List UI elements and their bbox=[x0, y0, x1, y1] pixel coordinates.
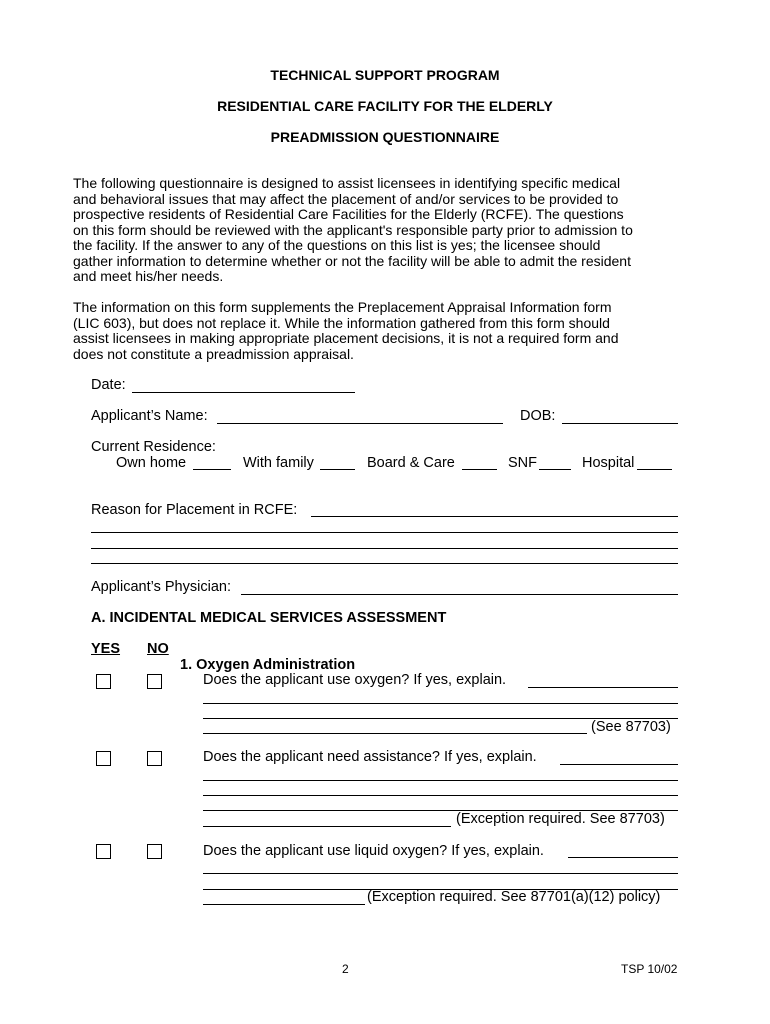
q1-answer-line-4[interactable] bbox=[203, 733, 587, 734]
q1-note: (See 87703) bbox=[591, 719, 671, 735]
q2-answer-line-3[interactable] bbox=[203, 795, 678, 796]
current-residence-label: Current Residence: bbox=[91, 439, 216, 455]
page-number: 2 bbox=[342, 962, 349, 976]
residence-option-snf-field[interactable] bbox=[539, 469, 571, 470]
residence-option-snf-label: SNF bbox=[508, 455, 537, 471]
q1-answer-line-2[interactable] bbox=[203, 703, 678, 704]
no-column-header: NO bbox=[147, 641, 169, 657]
q2-answer-line-2[interactable] bbox=[203, 780, 678, 781]
q2-note: (Exception required. See 87703) bbox=[456, 811, 665, 827]
document-title: TECHNICAL SUPPORT PROGRAM bbox=[270, 67, 500, 83]
physician-label: Applicant’s Physician: bbox=[91, 579, 231, 595]
residence-option-hospital-field[interactable] bbox=[637, 469, 672, 470]
q2-answer-line-1[interactable] bbox=[560, 764, 678, 765]
dob-field[interactable] bbox=[562, 423, 678, 424]
yes-column-header: YES bbox=[91, 641, 121, 657]
intro-paragraph-2: The information on this form supplements the Preplacement Appraisal Information form (LIC 603), but does not replace it. While the information gathered from this form should assist licensees in making appropriate placement decisions, it is not a required form and does not constitute a preadmission appraisal. bbox=[73, 299, 619, 362]
date-label: Date: bbox=[91, 377, 126, 393]
applicant-name-label: Applicant’s Name: bbox=[91, 408, 208, 424]
physician-field[interactable] bbox=[241, 594, 678, 595]
residence-option-hospital-label: Hospital bbox=[582, 455, 635, 471]
residence-option-board-care-field[interactable] bbox=[462, 469, 497, 470]
dob-label: DOB: bbox=[520, 408, 556, 424]
item-1-title: 1. Oxygen Administration bbox=[180, 657, 356, 673]
q2-answer-line-5[interactable] bbox=[203, 826, 451, 827]
date-field[interactable] bbox=[132, 392, 355, 393]
reason-label: Reason for Placement in RCFE: bbox=[91, 502, 298, 518]
q3-text: Does the applicant use liquid oxygen? If yes, explain. bbox=[203, 843, 544, 859]
residence-option-with-family-label: With family bbox=[243, 455, 314, 471]
q3-answer-line-1[interactable] bbox=[568, 857, 678, 858]
reason-field-line-1[interactable] bbox=[311, 516, 678, 517]
q2-yes-checkbox[interactable] bbox=[96, 751, 111, 766]
intro-paragraph-1: The following questionnaire is designed to assist licensees in identifying specific medical and behavioral issues that may affect the placement of and/or services to be provided to prospective residents of Residential Care Facilities for the Elderly (RCFE). The questions on this form should be reviewed with the applicant's responsible party prior to admission to the facility. If the answer to any of the questions on this list is yes; the licensee should gather information to determine whether or not the facility will be able to admit the resident and meet his/her needs. bbox=[73, 175, 633, 284]
q3-no-checkbox[interactable] bbox=[147, 844, 162, 859]
q1-text: Does the applicant use oxygen? If yes, explain. bbox=[203, 672, 507, 688]
reason-field-line-4[interactable] bbox=[91, 563, 678, 564]
q1-yes-checkbox[interactable] bbox=[96, 674, 111, 689]
reason-field-line-3[interactable] bbox=[91, 548, 678, 549]
residence-option-board-care-label: Board & Care bbox=[367, 455, 455, 471]
applicant-name-field[interactable] bbox=[217, 423, 503, 424]
document-subtitle: RESIDENTIAL CARE FACILITY FOR THE ELDERLY bbox=[217, 98, 553, 114]
q3-yes-checkbox[interactable] bbox=[96, 844, 111, 859]
form-id: TSP 10/02 bbox=[621, 962, 678, 976]
residence-option-own-home-field[interactable] bbox=[193, 469, 231, 470]
q2-text: Does the applicant need assistance? If yes, explain. bbox=[203, 749, 537, 765]
q2-no-checkbox[interactable] bbox=[147, 751, 162, 766]
section-a-heading: A. INCIDENTAL MEDICAL SERVICES ASSESSMENT bbox=[91, 610, 447, 626]
reason-field-line-2[interactable] bbox=[91, 532, 678, 533]
form-title: PREADMISSION QUESTIONNAIRE bbox=[270, 129, 500, 145]
q1-answer-line-1[interactable] bbox=[528, 687, 678, 688]
q3-note: (Exception required. See 87701(a)(12) policy) bbox=[367, 889, 661, 905]
residence-option-with-family-field[interactable] bbox=[320, 469, 355, 470]
q1-no-checkbox[interactable] bbox=[147, 674, 162, 689]
q3-answer-line-2[interactable] bbox=[203, 873, 678, 874]
q3-answer-line-4[interactable] bbox=[203, 904, 365, 905]
residence-option-own-home-label: Own home bbox=[116, 455, 187, 471]
